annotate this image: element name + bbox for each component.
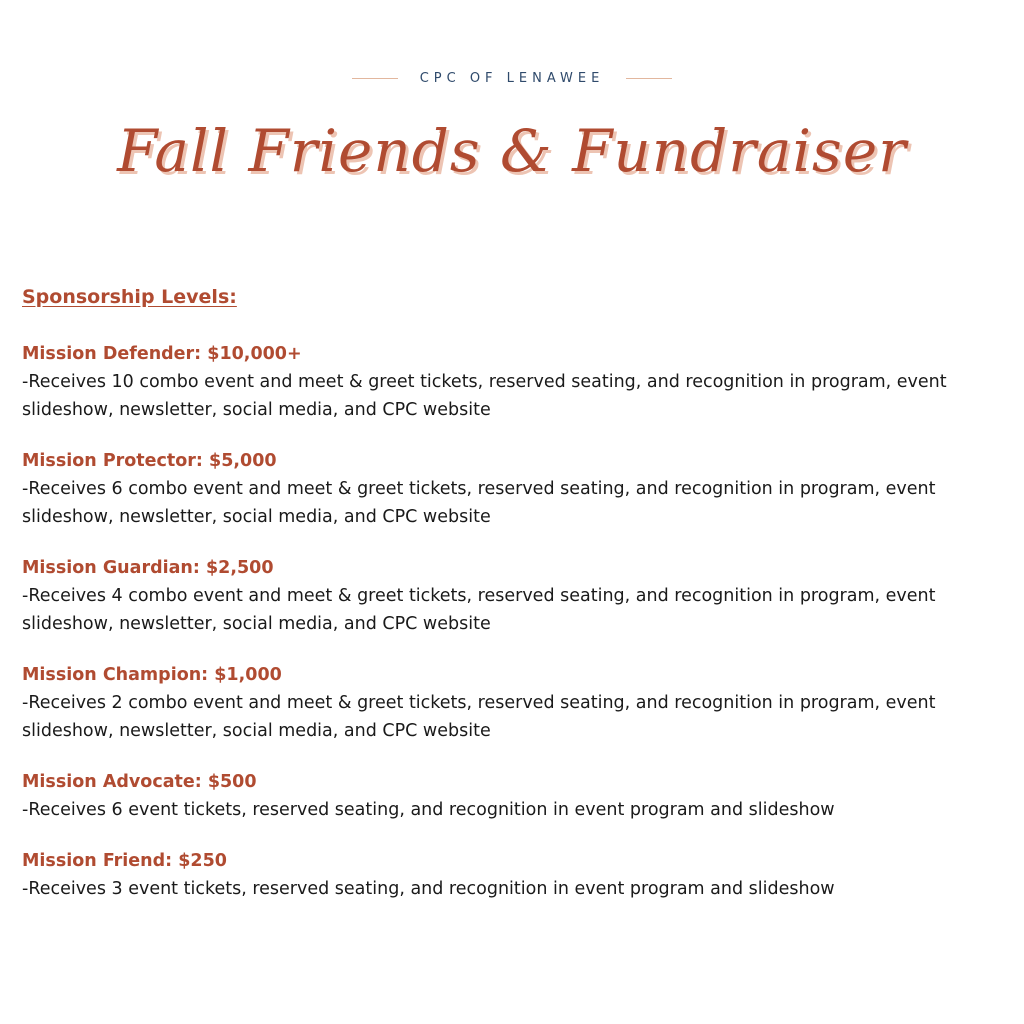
sponsorship-level-champion xyxy=(22,661,1002,745)
level-description: -Receives 4 combo event and meet & greet tickets, reserved seating, and recognition in program, event slideshow, newsletter, social media, and CPC website xyxy=(22,586,936,634)
right-divider xyxy=(626,78,672,79)
level-name: Mission Protector: $5,000 xyxy=(22,451,277,471)
section-heading: Sponsorship Levels: xyxy=(22,286,237,308)
level-name: Mission Guardian: $2,500 xyxy=(22,558,274,578)
level-description: -Receives 2 combo event and meet & greet tickets, reserved seating, and recognition in program, event slideshow, newsletter, social media, and CPC website xyxy=(22,693,936,741)
header xyxy=(0,0,1024,240)
level-name: Mission Friend: $250 xyxy=(22,851,227,871)
org-name: CPC OF LENAWEE xyxy=(419,70,605,86)
level-description: -Receives 6 event tickets, reserved seating, and recognition in event program and slideshow xyxy=(22,800,835,820)
sponsorship-level-defender xyxy=(22,340,1002,424)
level-name: Mission Advocate: $500 xyxy=(22,772,257,792)
sponsorship-level-protector xyxy=(22,447,1002,531)
level-description: -Receives 6 combo event and meet & greet tickets, reserved seating, and recognition in program, event slideshow, newsletter, social media, and CPC website xyxy=(22,479,936,527)
sponsorship-section xyxy=(22,283,1002,903)
left-divider xyxy=(352,78,398,79)
level-description: -Receives 10 combo event and meet & greet tickets, reserved seating, and recognition in program, event slideshow, newsletter, social media, and CPC website xyxy=(22,372,947,420)
org-row xyxy=(0,66,1024,90)
page-title: Fall Friends & Fundraiser xyxy=(117,117,907,185)
sponsorship-level-advocate xyxy=(22,768,1002,824)
level-description: -Receives 3 event tickets, reserved seating, and recognition in event program and slideshow xyxy=(22,879,835,899)
level-name: Mission Champion: $1,000 xyxy=(22,665,282,685)
level-name: Mission Defender: $10,000+ xyxy=(22,344,302,364)
sponsorship-level-guardian xyxy=(22,554,1002,638)
sponsorship-level-friend xyxy=(22,847,1002,903)
